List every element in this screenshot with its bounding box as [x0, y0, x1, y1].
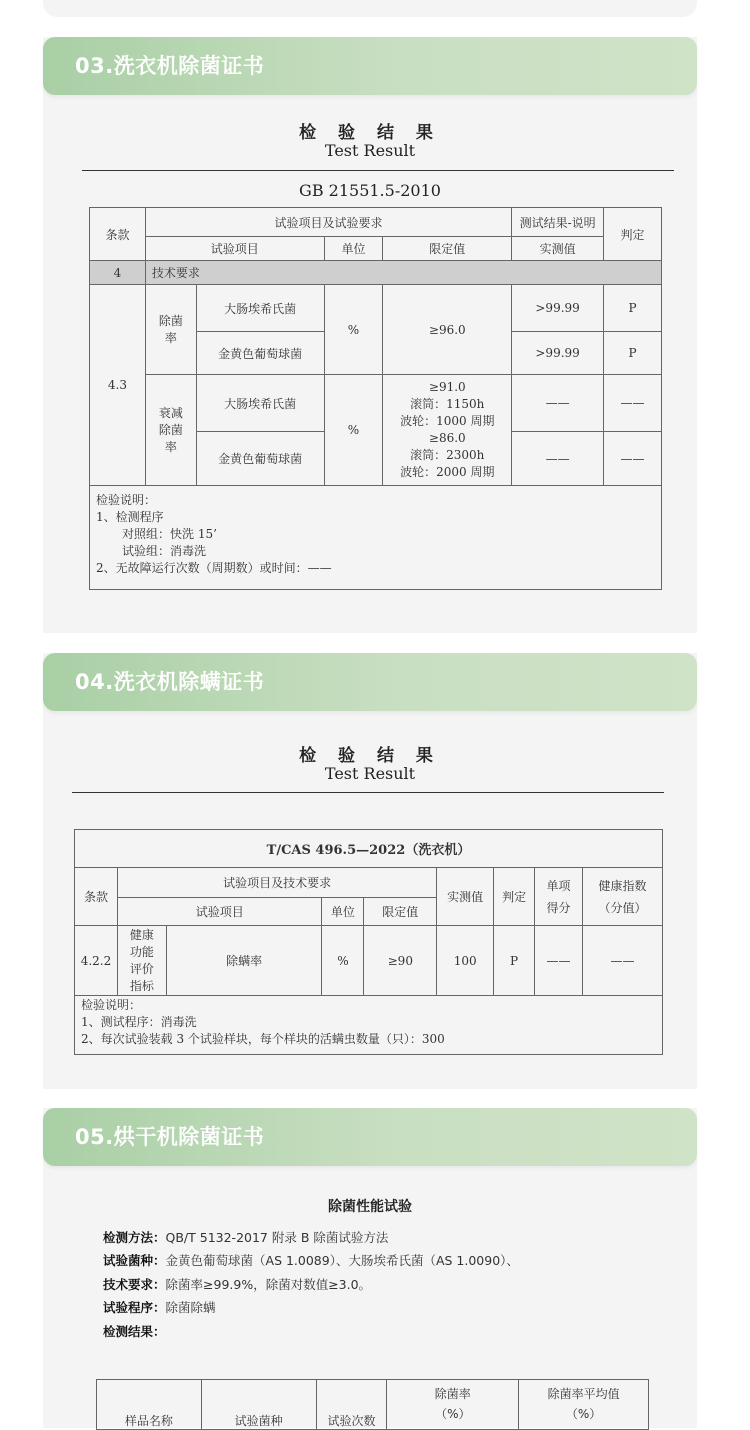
- inspection-notes: 检验说明： 1、测试程序：消毒洗 2、每次试验装载 3 个试验样块，每个样块的活螨虫数量（只）：300: [75, 996, 663, 1055]
- th-judge: 判定: [604, 208, 662, 261]
- th-clause: 条款: [90, 208, 146, 261]
- table-row-judge: ——: [604, 375, 662, 432]
- th-clause: 条款: [75, 868, 118, 926]
- table-row-value: 100: [437, 926, 494, 996]
- table-row-value: >99.99: [512, 285, 604, 332]
- th-health-index: 健康指数（分值）: [582, 868, 662, 926]
- th-judge: 判定: [494, 868, 535, 926]
- section-row-clause: 4: [90, 261, 146, 285]
- table-row-item: 金黄色葡萄球菌: [196, 432, 324, 486]
- th-avg-rate: 除菌率平均值 （%）: [519, 1380, 649, 1430]
- table-row-unit: %: [324, 285, 383, 375]
- table-row-judge: P: [494, 926, 535, 996]
- sterilization-result-table: [89, 207, 662, 590]
- title-rule: [72, 792, 664, 793]
- th-unit: 单位: [322, 898, 364, 926]
- field-requirement: 技术要求：除菌率≥99.9%，除菌对数值≥3.0。: [103, 1277, 372, 1292]
- th-measured: 实测值: [512, 237, 604, 261]
- th-sterilization-rate: 除菌率 （%）: [387, 1380, 519, 1430]
- field-result: 检测结果：: [103, 1324, 166, 1339]
- th-test-count: 试验次数: [316, 1380, 387, 1430]
- th-item: 试验项目: [117, 898, 321, 926]
- section-header-04: 04.洗衣机除螨证书: [43, 653, 697, 711]
- table-row-item: 除螨率: [166, 926, 322, 996]
- th-unit: 单位: [324, 237, 383, 261]
- table-row-value: ——: [512, 375, 604, 432]
- th-items-req: 试验项目及试验要求: [145, 208, 511, 237]
- mite-result-table: [74, 829, 663, 1055]
- table-row-item: 金黄色葡萄球菌: [196, 332, 324, 375]
- th-result-desc: 测试结果-说明: [512, 208, 604, 237]
- result-title: 检 验 结 果: [299, 746, 441, 766]
- table-row-category: 健康功能评价指标: [117, 926, 166, 996]
- test-title: 除菌性能试验: [328, 1199, 412, 1215]
- th-measured: 实测值: [437, 868, 494, 926]
- table-row-item: 大肠埃希氏菌: [196, 285, 324, 332]
- standard-code: GB 21551.5-2010: [299, 181, 441, 200]
- section-header-05: 05.烘干机除菌证书: [43, 1108, 697, 1166]
- table-row-value: ——: [512, 432, 604, 486]
- inspection-notes: 检验说明： 1、检测程序 对照组：快洗 15’ 试验组：消毒洗 2、无故障运行次数（周期数）或时间：——: [90, 486, 662, 590]
- table-row-limit: ≥90: [364, 926, 437, 996]
- table-row-limit-multi: ≥91.0 滚筒：1150h 波轮：1000 周期 ≥86.0 滚筒：2300h 波轮：2000 周期: [383, 375, 512, 486]
- result-subtitle: Test Result: [324, 141, 416, 160]
- table-row-value: >99.99: [512, 332, 604, 375]
- field-strains: 试验菌种：金黄色葡萄球菌（AS 1.0089）、大肠埃希氏菌（AS 1.0090）、: [103, 1253, 519, 1268]
- title-rule: [82, 170, 674, 171]
- section-row-label: 技术要求: [145, 261, 661, 285]
- th-limit: 限定值: [364, 898, 437, 926]
- table-row-unit: %: [324, 375, 383, 486]
- previous-card-bottom: [43, 0, 697, 17]
- th-limit: 限定值: [383, 237, 512, 261]
- dryer-result-table: [96, 1379, 649, 1430]
- th-score: 单项得分: [535, 868, 583, 926]
- table-row-unit: %: [322, 926, 364, 996]
- standard-code: T/CAS 496.5—2022（洗衣机）: [75, 830, 663, 868]
- field-program: 试验程序：除菌除螨: [103, 1300, 216, 1315]
- field-test-method: 检测方法：QB/T 5132-2017 附录 B 除菌试验方法: [103, 1230, 389, 1245]
- clause-4-3: 4.3: [90, 285, 146, 486]
- result-title: 检 验 结 果: [299, 123, 441, 143]
- section-header-03: 03.洗衣机除菌证书: [43, 37, 697, 95]
- table-row-judge: P: [604, 285, 662, 332]
- table-row-health: ——: [582, 926, 662, 996]
- th-items-req: 试验项目及技术要求: [117, 868, 436, 898]
- table-row-clause: 4.2.2: [75, 926, 118, 996]
- table-row-judge: P: [604, 332, 662, 375]
- group-attenuated-rate: 衰减除菌率: [145, 375, 196, 486]
- table-row-limit: ≥96.0: [383, 285, 512, 375]
- group-sterilization-rate: 除菌率: [145, 285, 196, 375]
- th-sample-name: 样品名称: [97, 1380, 202, 1430]
- th-item: 试验项目: [145, 237, 324, 261]
- result-subtitle: Test Result: [324, 764, 416, 783]
- table-row-score: ——: [535, 926, 583, 996]
- table-row-judge: ——: [604, 432, 662, 486]
- table-row-item: 大肠埃希氏菌: [196, 375, 324, 432]
- th-strain: 试验菌种: [201, 1380, 316, 1430]
